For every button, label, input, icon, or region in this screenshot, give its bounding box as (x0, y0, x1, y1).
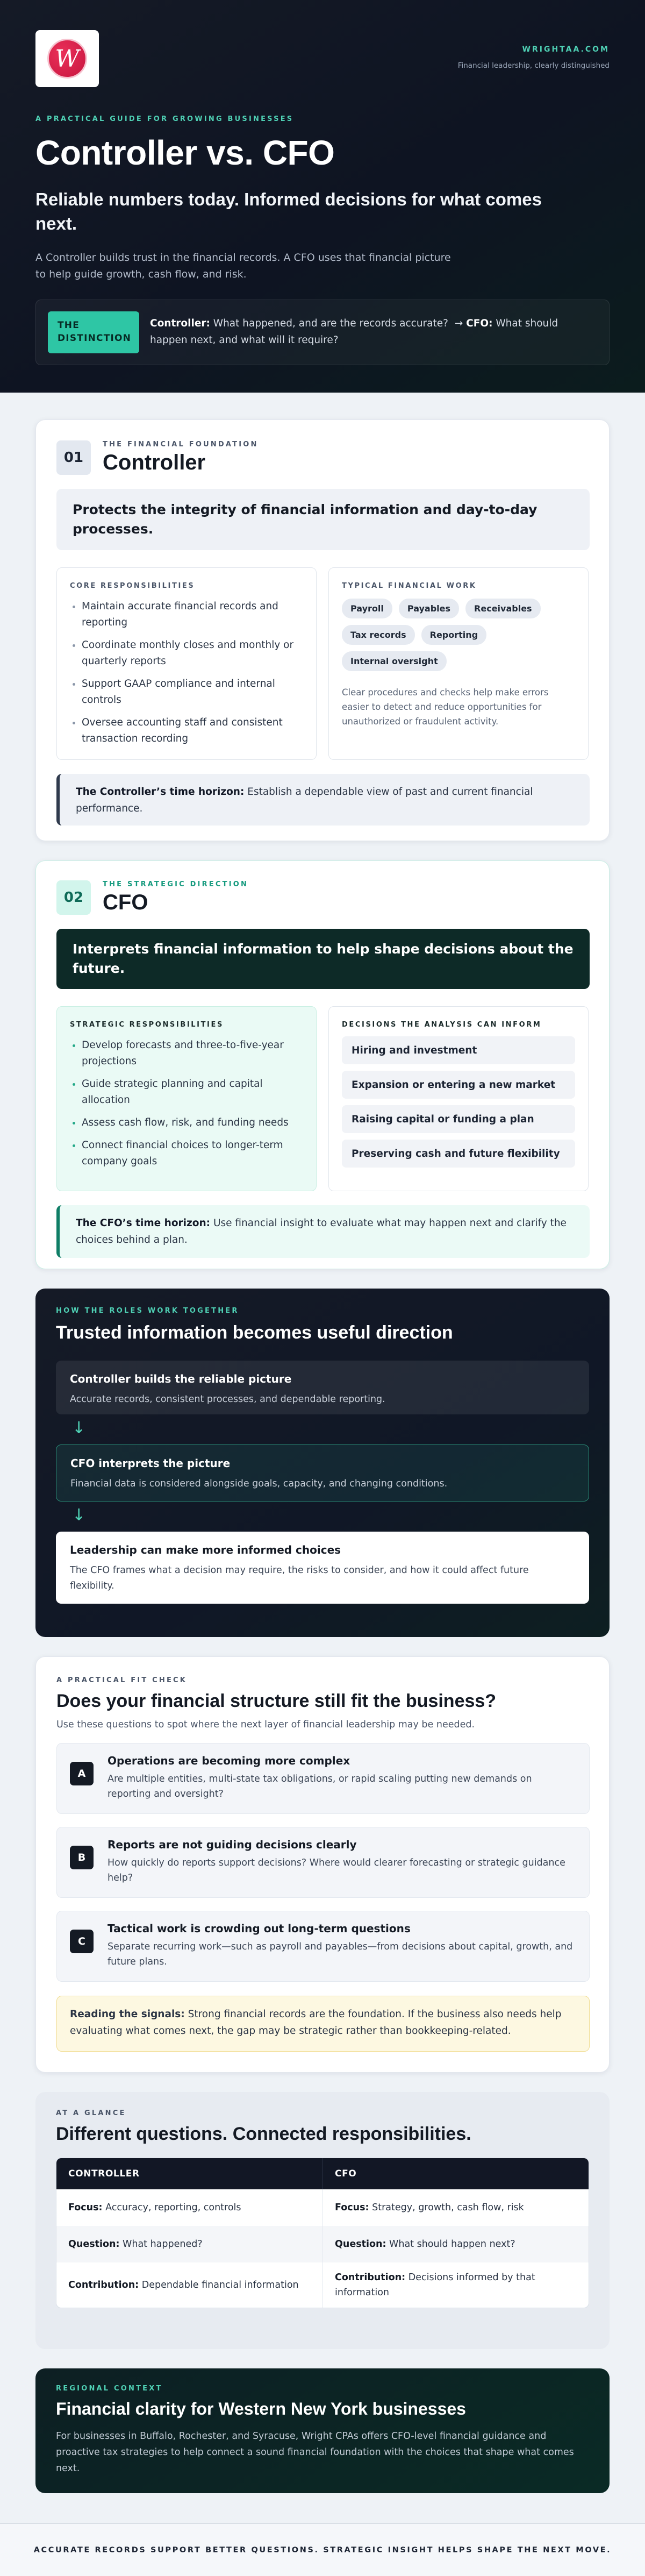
site-info (458, 45, 610, 70)
cfo-responsibilities-heading: STRATEGIC RESPONSIBILITIES (70, 1021, 224, 1029)
list-item: • Develop forecasts and three-to-five-year projections (82, 1037, 303, 1070)
step-leadership (56, 1532, 589, 1604)
cell-text: Strategy, growth, cash flow, risk (372, 2202, 524, 2213)
question-letter: A (70, 1762, 94, 1785)
question-title: Tactical work is crowding out long-term questions (108, 1922, 411, 1935)
controller-mission: Protects the integrity of financial information and day-to-day processes. (56, 489, 590, 550)
cfo-horizon-text: Use financial insight to evaluate what may happen next and clarify the choices behind a plan. (76, 1218, 567, 1246)
controller-responsibilities-heading: CORE RESPONSIBILITIES (70, 582, 195, 590)
cfo-card (35, 860, 610, 1269)
work-chip: Reporting (421, 625, 486, 645)
arrow-right-icon: → (454, 318, 463, 330)
controller-card (35, 419, 610, 841)
cfo-number: 02 (56, 880, 91, 915)
distinction-pill: THE DISTINCTION (48, 311, 139, 353)
distinction-box (35, 300, 610, 365)
controller-title: Controller (103, 451, 206, 474)
list-item: • Connect financial choices to longer-term company goals (82, 1137, 303, 1170)
cell-text: Decisions informed by that information (335, 2272, 535, 2298)
table-row (56, 2262, 589, 2308)
list-item: • Guide strategic planning and capital allocation (82, 1076, 303, 1108)
page-title: Controller vs. CFO (35, 133, 335, 172)
arrow-down-icon: ↓ (72, 1419, 86, 1438)
hero-eyebrow: A PRACTICAL GUIDE FOR GROWING BUSINESSES (35, 115, 294, 123)
table-header-row (56, 2158, 589, 2189)
question-text: Are multiple entities, multi-state tax obligations, or rapid scaling putting new demands on reporting and oversight? (108, 1774, 532, 1800)
comparison-table (56, 2158, 589, 2308)
glance-section (35, 2092, 610, 2349)
work-chip: Internal oversight (342, 651, 447, 671)
hero (0, 0, 645, 393)
fit-eyebrow: A PRACTICAL FIT CHECK (56, 1676, 188, 1684)
question-a (56, 1743, 590, 1814)
site-tagline: Financial leadership, clearly distinguished (457, 61, 610, 70)
site-link[interactable]: WRIGHTAA.COM (522, 45, 610, 54)
decision-item: Preserving cash and future flexibility (342, 1140, 575, 1168)
table-row (56, 2189, 589, 2226)
question-title: Operations are becoming more complex (108, 1754, 350, 1767)
controller-horizon (56, 774, 590, 826)
table-cell (322, 2262, 589, 2308)
logo[interactable] (35, 30, 99, 87)
cell-label: Focus: (68, 2202, 103, 2213)
step-cfo (56, 1444, 589, 1502)
table-cell (56, 2189, 322, 2226)
list-item: • Assess cash flow, risk, and funding needs (82, 1115, 303, 1131)
table-row (56, 2226, 589, 2262)
controller-header (56, 440, 589, 475)
cfo-mission: Interprets financial information to help shape decisions about the future. (56, 929, 590, 989)
footer-text: ACCURATE RECORDS SUPPORT BETTER QUESTIONS. STRATEGIC INSIGHT HELPS SHAPE THE NEXT MOVE. (33, 2545, 612, 2554)
distinction-controller-text: What happened, and are the records accurate? (213, 318, 448, 330)
cell-label: Question: (335, 2239, 386, 2250)
together-eyebrow: HOW THE ROLES WORK TOGETHER (56, 1307, 239, 1315)
table-cell (56, 2262, 322, 2308)
question-letter: C (70, 1930, 94, 1953)
signals-label: Reading the signals: (70, 2009, 185, 2020)
footer (0, 2523, 645, 2576)
decision-item: Raising capital or funding a plan (342, 1105, 575, 1133)
hero-intro: A Controller builds trust in the financial records. A CFO uses that financial picture to help guide growth, cash flow, and risk. (35, 252, 451, 281)
controller-horizon-label: The Controller’s time horizon: (76, 786, 245, 798)
regional-text: For businesses in Buffalo, Rochester, and Syracuse, Wright CPAs offers CFO-level financial guidance and proactive tax strategies to help connect a sound financial foundation with the choices that shape what comes next. (56, 2431, 574, 2474)
signals-text: Strong financial records are the foundation. If the business also needs help evaluating what comes next, the gap may be strategic rather than bookkeeping-related. (70, 2009, 562, 2037)
glance-title: Different questions. Connected responsibilities. (56, 2124, 471, 2144)
table-cell (322, 2226, 589, 2262)
question-c (56, 1911, 590, 1982)
table-header: CONTROLLER (56, 2158, 322, 2189)
step-text: Accurate records, consistent processes, and dependable reporting. (70, 1394, 385, 1405)
cfo-decisions (328, 1006, 589, 1191)
fit-lead: Use these questions to spot where the next layer of financial leadership may be needed. (56, 1719, 475, 1730)
list-item: • Oversee accounting staff and consistent transaction recording (82, 715, 303, 747)
fit-title: Does your financial structure still fit the business? (56, 1691, 497, 1711)
table-header: CFO (322, 2158, 589, 2189)
step-controller (56, 1361, 589, 1414)
table-cell (322, 2189, 589, 2226)
controller-number: 01 (56, 440, 91, 475)
list-item: • Support GAAP compliance and internal controls (82, 676, 303, 708)
controller-work-note: Clear procedures and checks help make errors easier to detect and reduce opportunities for unauthorized or fraudulent activity. (342, 687, 549, 727)
regional-eyebrow: REGIONAL CONTEXT (56, 2385, 163, 2393)
glance-eyebrow: AT A GLANCE (56, 2109, 126, 2117)
step-text: The CFO frames what a decision may require, the risks to consider, and how it could affect future flexibility. (70, 1565, 529, 1591)
work-chip: Payables (399, 599, 459, 618)
cfo-decisions-heading: DECISIONS THE ANALYSIS CAN INFORM (342, 1021, 542, 1029)
work-chip: Receivables (465, 599, 541, 618)
work-chip: Payroll (342, 599, 392, 618)
arrow-down-icon: ↓ (72, 1506, 86, 1525)
cfo-horizon (56, 1205, 590, 1258)
cfo-title: CFO (103, 891, 148, 914)
step-title: Controller builds the reliable picture (70, 1372, 292, 1385)
cell-label: Focus: (335, 2202, 369, 2213)
cell-label: Contribution: (68, 2280, 139, 2290)
cell-text: What should happen next? (389, 2239, 515, 2250)
distinction-controller-label: Controller: (150, 318, 210, 330)
page-subtitle: Reliable numbers today. Informed decisions for what comes next. (35, 189, 542, 233)
decision-item: Hiring and investment (342, 1036, 575, 1064)
controller-horizon-text: Establish a dependable view of past and current financial performance. (76, 786, 533, 815)
step-title: CFO interprets the picture (70, 1457, 231, 1470)
controller-work-heading: TYPICAL FINANCIAL WORK (342, 582, 477, 590)
cfo-header (56, 880, 589, 915)
list-item: • Coordinate monthly closes and monthly or quarterly reports (82, 637, 303, 670)
cfo-horizon-label: The CFO’s time horizon: (76, 1218, 211, 1229)
cell-label: Question: (68, 2239, 120, 2250)
distinction-cfo-label: CFO: (466, 318, 493, 330)
cfo-eyebrow: THE STRATEGIC DIRECTION (103, 880, 249, 888)
list-item: • Maintain accurate financial records and reporting (82, 599, 303, 631)
question-text: How quickly do reports support decisions? Where would clearer forecasting or strategic guidance help? (108, 1858, 565, 1884)
table-cell (56, 2226, 322, 2262)
cfo-responsibilities (56, 1006, 317, 1191)
roles-together-section (35, 1289, 610, 1637)
fit-check-section (35, 1656, 610, 2073)
step-text: Financial data is considered alongside goals, capacity, and changing conditions. (70, 1478, 448, 1489)
decision-item: Expansion or entering a new market (342, 1071, 575, 1099)
question-b (56, 1827, 590, 1898)
work-chip: Tax records (342, 625, 415, 645)
distinction-cfo-text: What should happen next, and what will it require? (150, 318, 558, 346)
question-text: Separate recurring work—such as payroll and payables—from decisions about capital, growth, and future plans. (108, 1941, 573, 1968)
controller-typical-work (328, 567, 589, 760)
cell-label: Contribution: (335, 2272, 406, 2283)
cell-text: Accuracy, reporting, controls (105, 2202, 241, 2213)
cell-text: Dependable financial information (141, 2280, 299, 2290)
controller-responsibilities (56, 567, 317, 760)
cell-text: What happened? (123, 2239, 203, 2250)
logo-mark: W (47, 39, 87, 79)
question-title: Reports are not guiding decisions clearly (108, 1838, 357, 1851)
work-chips (342, 599, 557, 671)
regional-title: Financial clarity for Western New York businesses (56, 2399, 466, 2418)
together-title: Trusted information becomes useful direction (56, 1322, 453, 1343)
regional-section (35, 2368, 610, 2493)
question-letter: B (70, 1846, 94, 1869)
reading-signals (56, 1996, 590, 2052)
controller-eyebrow: THE FINANCIAL FOUNDATION (103, 440, 259, 449)
step-title: Leadership can make more informed choices (70, 1543, 341, 1556)
distinction-text (150, 316, 591, 348)
